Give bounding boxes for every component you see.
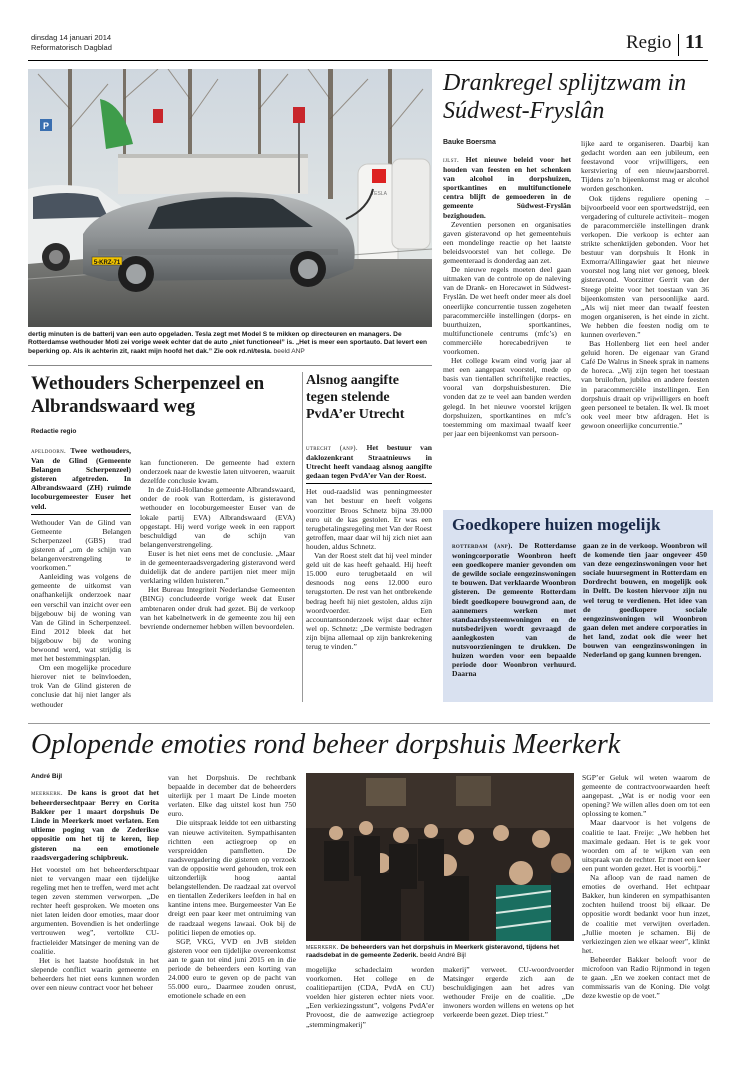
pvda-lead-rule	[306, 483, 432, 484]
drank-col2-p3: Bas Hollenberg liet een heel ander geluid horen. De eigenaar van Grand Café De Walrus in Sneek sprak in namens de horeca. „Wij zijn tegen het toestaan van bruiloften, jubilea en andere feesten in paracommerciële instellingen. Een dorpshuis draait op vrijwilligers en hoeft geen personeel te betalen. Ik wel. Ik moet ook veel meer btw afdragen. Het is gewoon oneerlijke concurrentie.”	[581, 339, 709, 430]
wethouders-col2-p3: Euser is het niet eens met de conclusie. „Maar in de gemeenteraadsvergadering gisteravond werd duidelijk dat de andere partijen niet meer mijn verklaring wilden huisteren.”	[140, 548, 295, 586]
wethouders-col1-p1: Wethouder Van de Glind van Gemeente Belangen Scherpenzeel (GBS) trad gisteren af „om de schijn van belangenverstrengeling te voorkomen.”	[31, 517, 131, 573]
wethouders-col-2	[140, 458, 295, 631]
meerkerk-col-4	[443, 965, 574, 1020]
meerkerk-col-2	[168, 773, 296, 1000]
meerkerk-headline: Oplopende emoties rond beheer dorpshuis Meerkerk	[31, 729, 621, 760]
drank-author: Bauke Boersma	[443, 139, 496, 146]
meerkerk-photo	[306, 773, 574, 941]
page-date: dinsdag 14 januari 2014	[31, 33, 112, 42]
woonbron-col-2	[583, 541, 707, 659]
meerkerk-caption-place: meerkerk.	[306, 944, 339, 951]
meerkerk-col3-text: mogelijke schadeclaim worden voorkomen. Het college en de coalitiepartijen (CDA, PvdA en CU) voelden hier gisteren echter niets voor. „Een verkiezingsstunt”, volgens PvdA’er Provoost, die de aanwezige actiegroep „stemmingmakerij”	[306, 965, 434, 1029]
pvda-p1: Het oud-raadslid was penningmeester van het bestuur en heeft volgens voorzitter Broos Schnetz bijna 39.000 euro uit de kas gestolen. Er was een terugbetalingsregeling met Van der Roest getroffen, maar daar wil hij zich niet aan houden, aldus Schnetz.	[306, 487, 432, 551]
wethouders-lead: Twee wethouders, Van de Glind (Gemeente Belangen Scherpenzeel) gisteren afgetreden. In Albrandswaard (ZH) ruimde locoburgemeester Euser het veld.	[31, 446, 131, 511]
wethouders-col1-p2: Aanleiding was volgens de gemeente de uitkomst van onafhankelijk onderzoek naar een verschil van inzicht over een bijgebouw bij de woning van Van de Glind in Scherpenzeel. Eind 2012 bleek dat het bijgebouw bij de woning bewoond werd, wat strijdig is met het bestemmingsplan.	[31, 572, 131, 664]
woonbron-col1-text: De Rotterdamse woningcorporatie Woonbron heeft een goedkopere manier gevonden om de gewilde sociale eengezinswoningen te bouwen. Dat verklaarde Woonbron gisteren. De gemeente Rotterdam biedt goedkopere bouwgrond aan, de aannemers werken met standaardsysteemwoningen en de nutsbedrijven wordt gevraagd de aanlegkosten van de nutsvoorzieningen te drukken. De huizen worden voor een bepaalde periode door Woonbron verhuurd. Daarna	[452, 541, 576, 679]
section-title: Regio	[626, 32, 672, 53]
page-number: 11	[685, 31, 704, 53]
woonbron-headline: Goedkopere huizen mogelijk	[452, 515, 661, 534]
pvda-divider	[302, 372, 303, 702]
drank-col-1	[443, 155, 571, 438]
drank-col1-p3: Het college kwam eind vorig jaar al met een aangepast voorstel, mede op basis van tientallen schriftelijke reacties, vooral van dorpshuisbesturen. Die vonden dat ze te veel aan banden werden gelegd. In het nieuwe voorstel krijgen dorpshuizen, sportkantines en mfc’s toestemming om maximaal twaalf keer per jaar een bijeenkomst van persoon-	[443, 356, 571, 438]
pvda-p2: Van der Roest stelt dat hij veel minder geld uit de kas heeft gehaald. Hij heeft 15.000 euro terugbetaald en wil desnoods nog eens 12.000 euro terugstorten. De rest van het ontbrekende bedrag heeft hij niet gestolen, aldus zijn woordvoerder. Een accountantsonderzoek wijst daar echter wel op. Schnetz: „De vermiste bedragen zijn bijna allemaal op zijn bankrekening terug te vinden.”	[306, 551, 432, 651]
meerkerk-col2-p3: SGP, VKG, VVD en JvB stelden gisteren voor een tijdelijke overeenkomst aan te gaan tot eind juni 2015 en in die periode de beheerders een korting van 24.000 euro te geven op de pacht van 55.000 euro,. Daarmee zouden onrust, emotionele schade en een	[168, 936, 296, 1001]
meerkerk-col5-p2: Maar daarvoor is het volgens de coalitie te laat. Freije: „We hebben het maximale gedaan. Het is te gek voor woorden om af te wijken van een uitspraak van de rechter. Er moet een keer een punt worden gezet. Het is voorbij.”	[582, 818, 710, 873]
meerkerk-col5-p3: Na afloop van de raad namen de emoties de overhand. Het echtpaar Bakker, hun kinderen en sympathisanten zochten huilend troost bij elkaar. De oppositie wordt bedankt voor hun inzet, de coalitie met verwijten overladen. „Jullie moeten je schamen. Bij de verkiezingen zien we elkaar weer”, klinkt het.	[582, 873, 710, 955]
woonbron-col-1	[452, 541, 576, 678]
drank-col1-p2: De nieuwe regels moeten deel gaan uitmaken van de controle op de naleving van de Drank- en Horecawet in Súdwest-Fryslân. De wet heeft onder meer als doel oneerlijke concurrentie tussen zogeheten paracommerciële instellingen (dorps- en buurthuizen, sportkantines, multifunctionele centrums (mfc’s) en commerciële horecabedrijven te voorkomen.	[443, 265, 571, 356]
meerkerk-col2-p2: Die uitspraak leidde tot een uitbarsting van nieuwe activiteiten. Sympathisanten richtten een actiegroep op en verspreidden pamfletten. De raadsvergadering die gisteren op verzoek van de oppositie werd gehouden, trok een uitzonderlijk hoog aantal belangstellenden. De raadzaal zat overvol en tientallen Zederikers leefden in hal en kantine intens mee. Burgemeester Van Ee dreigt een paar keer met ontruiming van de raadzaal wegens lawaai. Ook bij de politici liepen de emoties op.	[168, 818, 296, 937]
tesla-bottom-rule	[28, 365, 432, 366]
meerkerk-col-1	[31, 788, 159, 992]
wethouders-headline: Wethouders Scherpenzeel en Albrandswaard weg	[31, 373, 265, 417]
pvda-place: utrecht (anp).	[306, 445, 358, 452]
drank-col-2	[581, 139, 709, 430]
tesla-photo	[28, 69, 432, 327]
license-plate: 5-KRZ-71	[93, 260, 121, 266]
drank-col1-p1: Zeventien personen en organisaties gaven gisteravond op het gemeentehuis een mondelinge reactie op het laatste beleidsvoorstel van het college. De gemeenteraad is donderdag aan zet.	[443, 219, 571, 266]
tesla-caption-text: dertig minuten is de batterij van een auto opgeladen. Tesla zegt met Model S te mikken op directeuren en managers. De Rotterdamse wethouder Moti zei vorige week echter dat de auto „niet functioneel” is. „Het is meer een sportauto. Dat levert een beperking op. Als ik achterin zit, raakt mijn hoofd het dak.” Zie ook rd.nl/tesla.	[28, 331, 428, 355]
wethouders-author: Redactie regio	[31, 428, 77, 435]
svg-text:P: P	[42, 121, 50, 131]
meerkerk-col5-p4: Beheerder Bakker belooft voor de microfoon van Radio Rijnmond in tegen te gaan. „En we zoeken contact met de commissaris van de Koning. Die volgt deze kwestie op de voet.”	[582, 954, 710, 1001]
wethouders-lead-rule	[31, 514, 131, 515]
drank-place: ijlst.	[443, 157, 459, 164]
meerkerk-col1-p2: Het is het laatste hoofdstuk in het slepende conflict waarin gemeente en beheerders het niet eens kunnen worden over een nieuw contract voor het beheer	[31, 955, 159, 992]
woonbron-col2-text: gaan ze in de verkoop. Woonbron wil de komende tien jaar ongeveer 450 van deze eengezinswoningen voor het sociale huursegment in Rotterdam en Dordrecht bouwen, en mogelijk ook in Delft. De kosten hiervoor zijn nu wel terug te verdienen. Het idee van de goedkopere sociale eengezinswoningen wil Woonbron gaan delen met andere corporaties in het land, zodat ook die weer het bouwen van eengezinswoningen in Nederland op gang kunnen brengen.	[583, 541, 707, 660]
meerkerk-lead: De kans is groot dat het beheerdersechtpaar Berry en Corita Bakker per 1 maart dorpshuis De Linde in Meerkerk moet verlaten. Een ultieme poging van de Zederikse oppositie om het tij te keren, liep gisteren na een emotionele raadsvergadering schipbreuk.	[31, 788, 159, 862]
woonbron-place: rotterdam (anp).	[452, 543, 513, 550]
drank-lead: Het nieuwe beleid voor het houden van feesten en het schenken van alcohol in dorpshuizen, sportkantines en multifunctionele centra blijft de gemoederen in de gemeente Súdwest-Fryslân bezighouden.	[443, 155, 571, 220]
meerkerk-col1-p1: Het voorstel om het beheerderschtpaar niet te vervangen maar een tijdelijke regeling met hen te treffen, werd met acht tegen zeven stemmen verworpen. „De rechter heeft gesproken. We moeten ons niet laten leiden door emoties, maar door argumenten. Bovendien is het onderlinge vertrouwen weg”, vertolkte CU-fractieleider Matsinger de mening van de coalitie.	[31, 864, 159, 956]
wethouders-col1-p3: Om een mogelijke procedure hierover niet te beïnvloeden, trok Van de Glind gisteren de conclusie dat hij niet langer als wethouder	[31, 663, 131, 709]
paper-name: Reformatorisch Dagblad	[31, 43, 112, 52]
wethouders-place: apeldoorn.	[31, 448, 66, 455]
pvda-lead: Het bestuur van daklozenkrant Straatnieuws in Utrecht heeft vandaag alsnog aangifte gedaan tegen PvdA’er Van der Roest.	[306, 443, 432, 481]
drank-col2-p2: Ook tijdens reguliere opening –bijvoorbeeld voor een sportwedstrijd, een vergadering of culturele activiteit– mogen de paracommerciële instellingen drank verkopen. Die verkoop is echter aan strikte schenktijden gebonden. Voor het bestuur van dorpshuis It Honk in Exmorra/Allingawier gaat het nieuwe voorstel nog lang niet ver genoeg, bleek gisteravond. Voorzitter Gerrit van der Steege pleitte voor het toestaan van 36 bijeenkomsten van persoonlijke aard. „Als wij niet meer dan twaalf feesten mogen organiseren, is het einde in zicht. We hebben die feesten nodig om te kunnen overleven.”	[581, 193, 709, 339]
meerkerk-col-3	[306, 965, 434, 1029]
pvda-headline: Alsnog aangifte tegen stelende PvdA’er Utrecht	[306, 373, 405, 422]
meerkerk-col2-p1: van het Dorpshuis. De rechtbank bepaalde in december dat de beheerders uiterlijk per 1 maart De Linde moeten verlaten. Elke dag uitstel kost hun 750 euro.	[168, 773, 296, 819]
meerkerk-photo-credit: beeld André Bijl	[419, 952, 466, 960]
tesla-brand-label: TESLA	[371, 191, 387, 197]
pvda-body	[306, 443, 432, 651]
meerkerk-photo-caption	[306, 944, 574, 961]
wethouders-col-1	[31, 446, 131, 709]
meerkerk-top-rule	[28, 723, 710, 724]
drank-col2-p1: lijke aard te organiseren. Daarbij kan gedacht worden aan een jubileum, een feestavond voor vrijwilligers, een kerstviering of een nieuwjaarsborrel. Tijdens zo’n bijeenkomst mag er alcohol worden geschonken.	[581, 139, 709, 194]
tesla-credit: beeld ANP	[273, 347, 305, 355]
meerkerk-col-5	[582, 773, 710, 1000]
meerkerk-caption-text: De beheerders van het dorpshuis in Meerkerk gisteravond, tijdens het raadsdebat in de gemeente Zederik.	[306, 944, 560, 960]
drank-headline: Drankregel splijtzwam in Súdwest-Fryslân	[443, 70, 687, 124]
wethouders-col2-p1: kan functioneren. De gemeente had extern onderzoek naar de kwestie laten uitvoeren, waaruit dezelfde conclusie kwam.	[140, 458, 295, 486]
section-divider	[678, 34, 679, 56]
meerkerk-col4-text: makerij” verweet. CU-woordvoerder Matsinger ergerde zich aan de beschuldigingen aan het adres van wethouder Freije en de coalitie. „De inwoners worden willens en wetens op het verkeerde been gezet. Diep triest.”	[443, 965, 574, 1020]
meerkerk-col5-p1: SGP’er Geluk wil weten waarom de gemeente de contractvoorwaarden heeft aangepast. „Wat is er nodig voor een opening? We willen alles doen om tot een oplossing te komen.”	[582, 773, 710, 819]
tesla-caption	[28, 331, 432, 356]
wethouders-col2-p4: Het Bureau Integriteit Nederlandse Gemeenten (BING) concludeerde vorige week dat Euser ambtenaren onder druk had gezet. Bij de verkoop van het kabelnetwerk in de gemeente zou hij een bevriende ondernemer hebben willen bevoordelen.	[140, 585, 295, 631]
wethouders-col2-p2: In de Zuid-Hollandse gemeente Albrandswaard, onder de rook van Rotterdam, is gisteravond wethouder en locoburgemeester Euser van de lokale partij EVA) Albrandswaard (EVA) opgestapt. Hij werd vorige week in een rapport beschuldigd van de schijn van belangenverstrengeling.	[140, 485, 295, 549]
meerkerk-author: André Bijl	[31, 773, 63, 780]
header-rule	[28, 60, 708, 61]
meerkerk-place: meerkerk.	[31, 790, 63, 797]
